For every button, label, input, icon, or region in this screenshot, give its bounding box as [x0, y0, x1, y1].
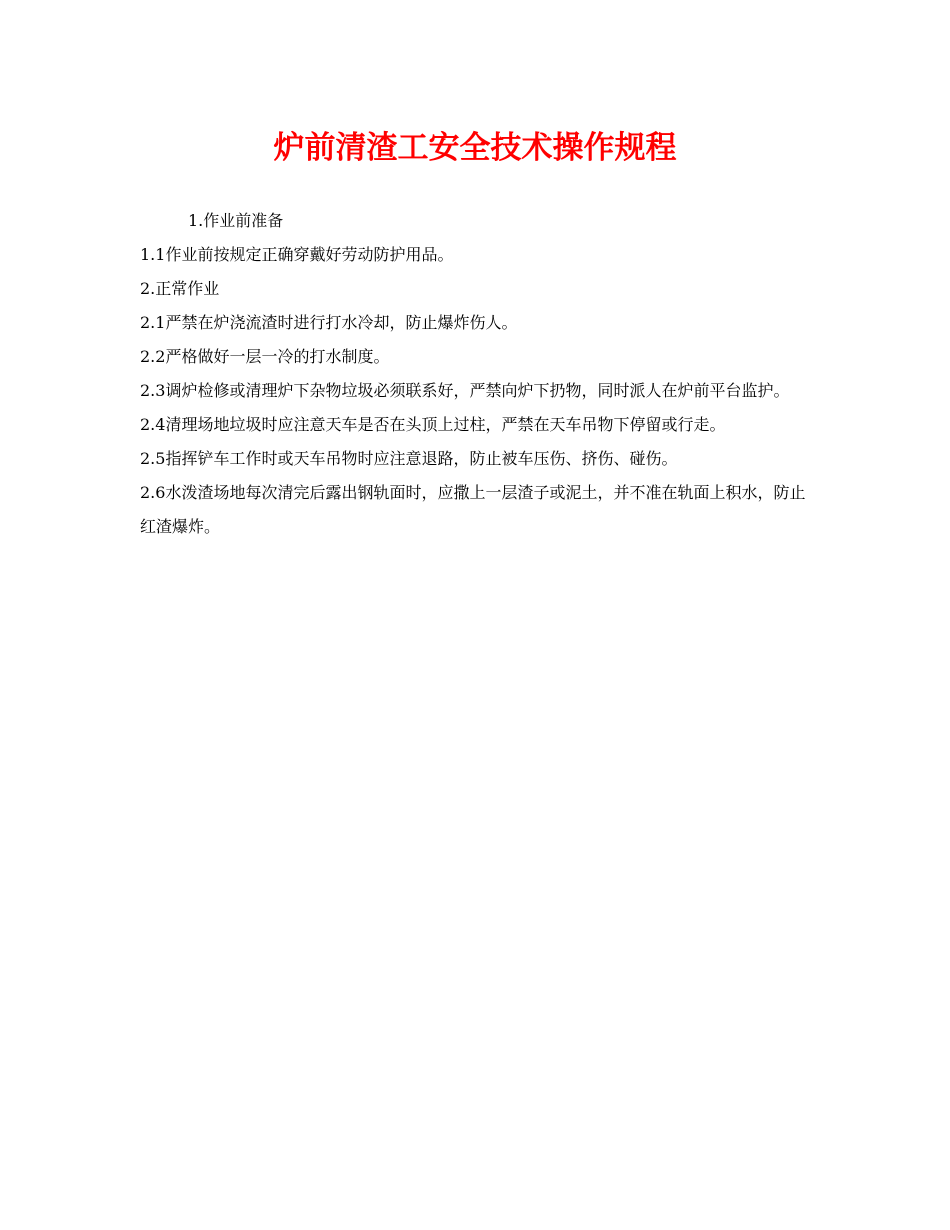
paragraph: 2.5指挥铲车工作时或天车吊物时应注意退路，防止被车压伤、挤伤、碰伤。 — [140, 449, 678, 468]
document-body — [140, 204, 820, 544]
paragraph: 1.1作业前按规定正确穿戴好劳动防护用品。 — [140, 245, 454, 264]
paragraph: 2.4清理场地垃圾时应注意天车是否在头顶上过柱，严禁在天车吊物下停留或行走。 — [140, 415, 726, 434]
paragraph: 2.6水泼渣场地每次清完后露出钢轨面时，应撒上一层渣子或泥土，并不准在轨面上积水，防止红渣爆炸。 — [140, 483, 806, 536]
document-title: 炉前清渣工安全技术操作规程 — [273, 130, 677, 166]
section-heading: 2.正常作业 — [140, 279, 220, 298]
section-heading: 1.作业前准备 — [188, 211, 284, 230]
paragraph: 2.1严禁在炉浇流渣时进行打水冷却，防止爆炸伤人。 — [140, 313, 518, 332]
paragraph: 2.2严格做好一层一冷的打水制度。 — [140, 347, 390, 366]
paragraph: 2.3调炉检修或清理炉下杂物垃圾必须联系好，严禁向炉下扔物，同时派人在炉前平台监护。 — [140, 381, 790, 400]
